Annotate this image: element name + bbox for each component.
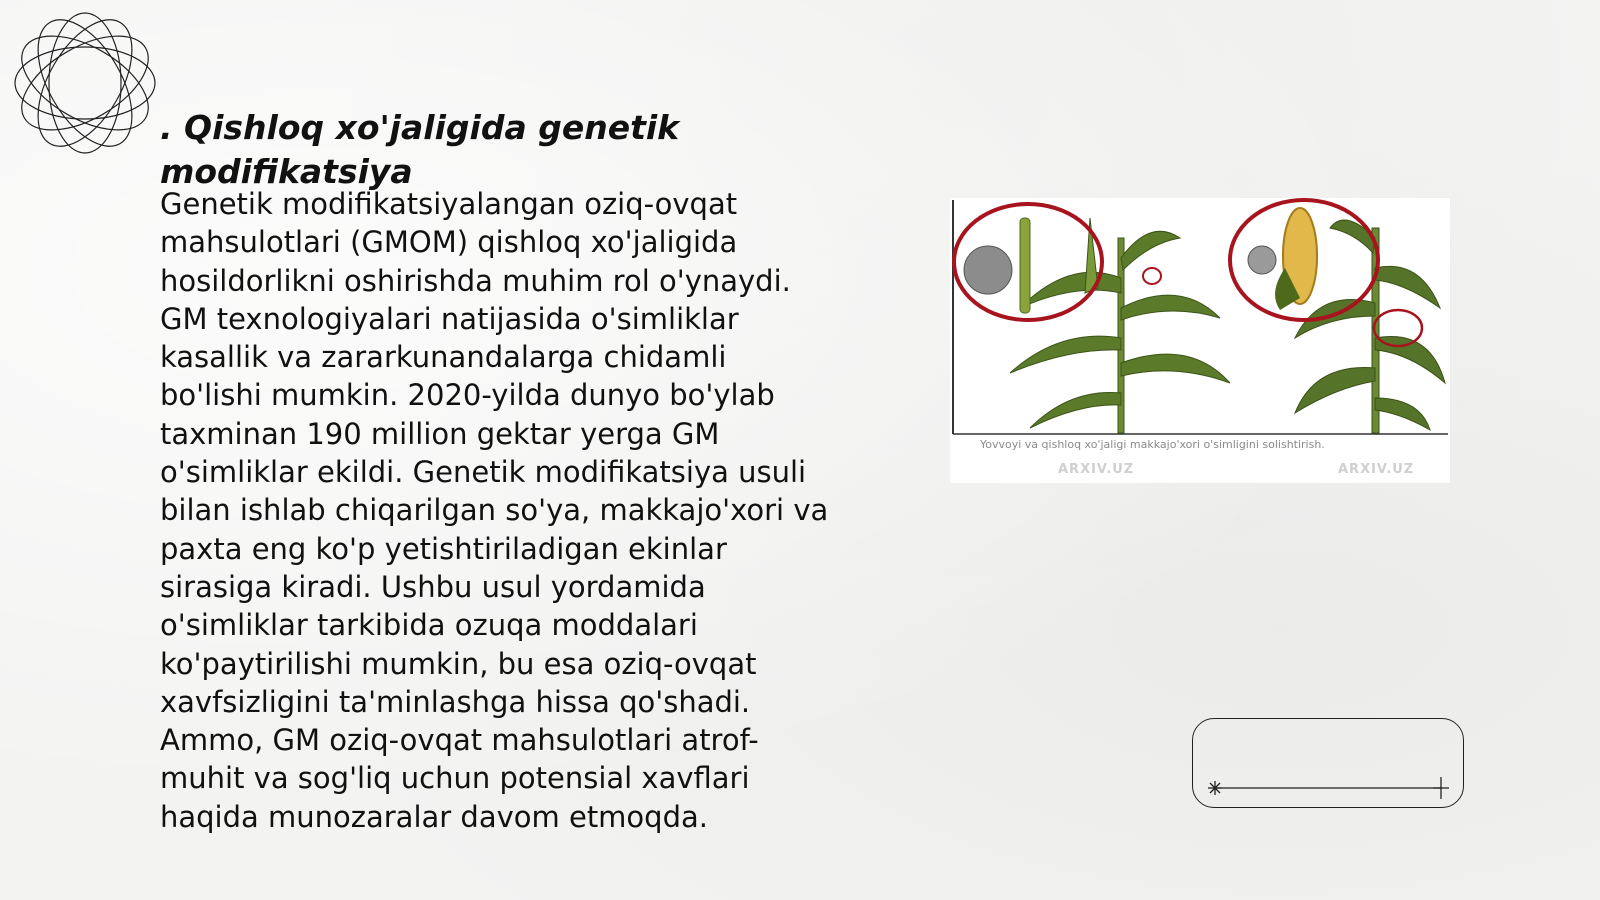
slide-body-text: Genetik modifikatsiyalangan oziq-ovqat mahsulotlari (GMOM) qishloq xo'jaligida hosildorlikni oshirishda muhim rol o'ynaydi. GM texnologiyalari natijasida o'simliklar kasallik va zararkunandalarga chidamli bo'lishi mumkin. 2020-yilda dunyo bo'ylab taxminan 190 million gektar yerga GM o'simliklar ekildi. Genetik modifikatsiya usuli bilan ishlab chiqarilgan so'ya, makkajo'xori va paxta eng ko'p yetishtiriladigan ekinlar sirasiga kiradi. Ushbu usul yordamida o'simliklar tarkibida ozuqa moddalari ko'paytirilishi mumkin, bu esa oziq-ovqat xavfsizligini ta'minlashga hissa qo'shadi. Ammo, GM oziq-ovqat mahsulotlari atrof-muhit va sog'liq uchun potensial xavflari haqida munozaralar davom etmoqda.: [160, 187, 829, 834]
maize-comparison-figure: [950, 198, 1450, 483]
slide-title: . Qishloq xo'jaligida genetik modifikatsiya: [160, 108, 680, 191]
orbit-rings-icon: [10, 8, 160, 158]
watermark-right: ARXIV.UZ: [1338, 462, 1415, 477]
figure-caption: Yovvoyi va qishloq xo'jaligi makkajo'xori o'simligini solishtirish.: [980, 438, 1325, 451]
cross-icon: [1433, 777, 1449, 799]
decorative-rounded-box: [1192, 718, 1464, 808]
sparkle-icon: [1208, 781, 1222, 795]
watermark-left: ARXIV.UZ: [1058, 462, 1135, 477]
